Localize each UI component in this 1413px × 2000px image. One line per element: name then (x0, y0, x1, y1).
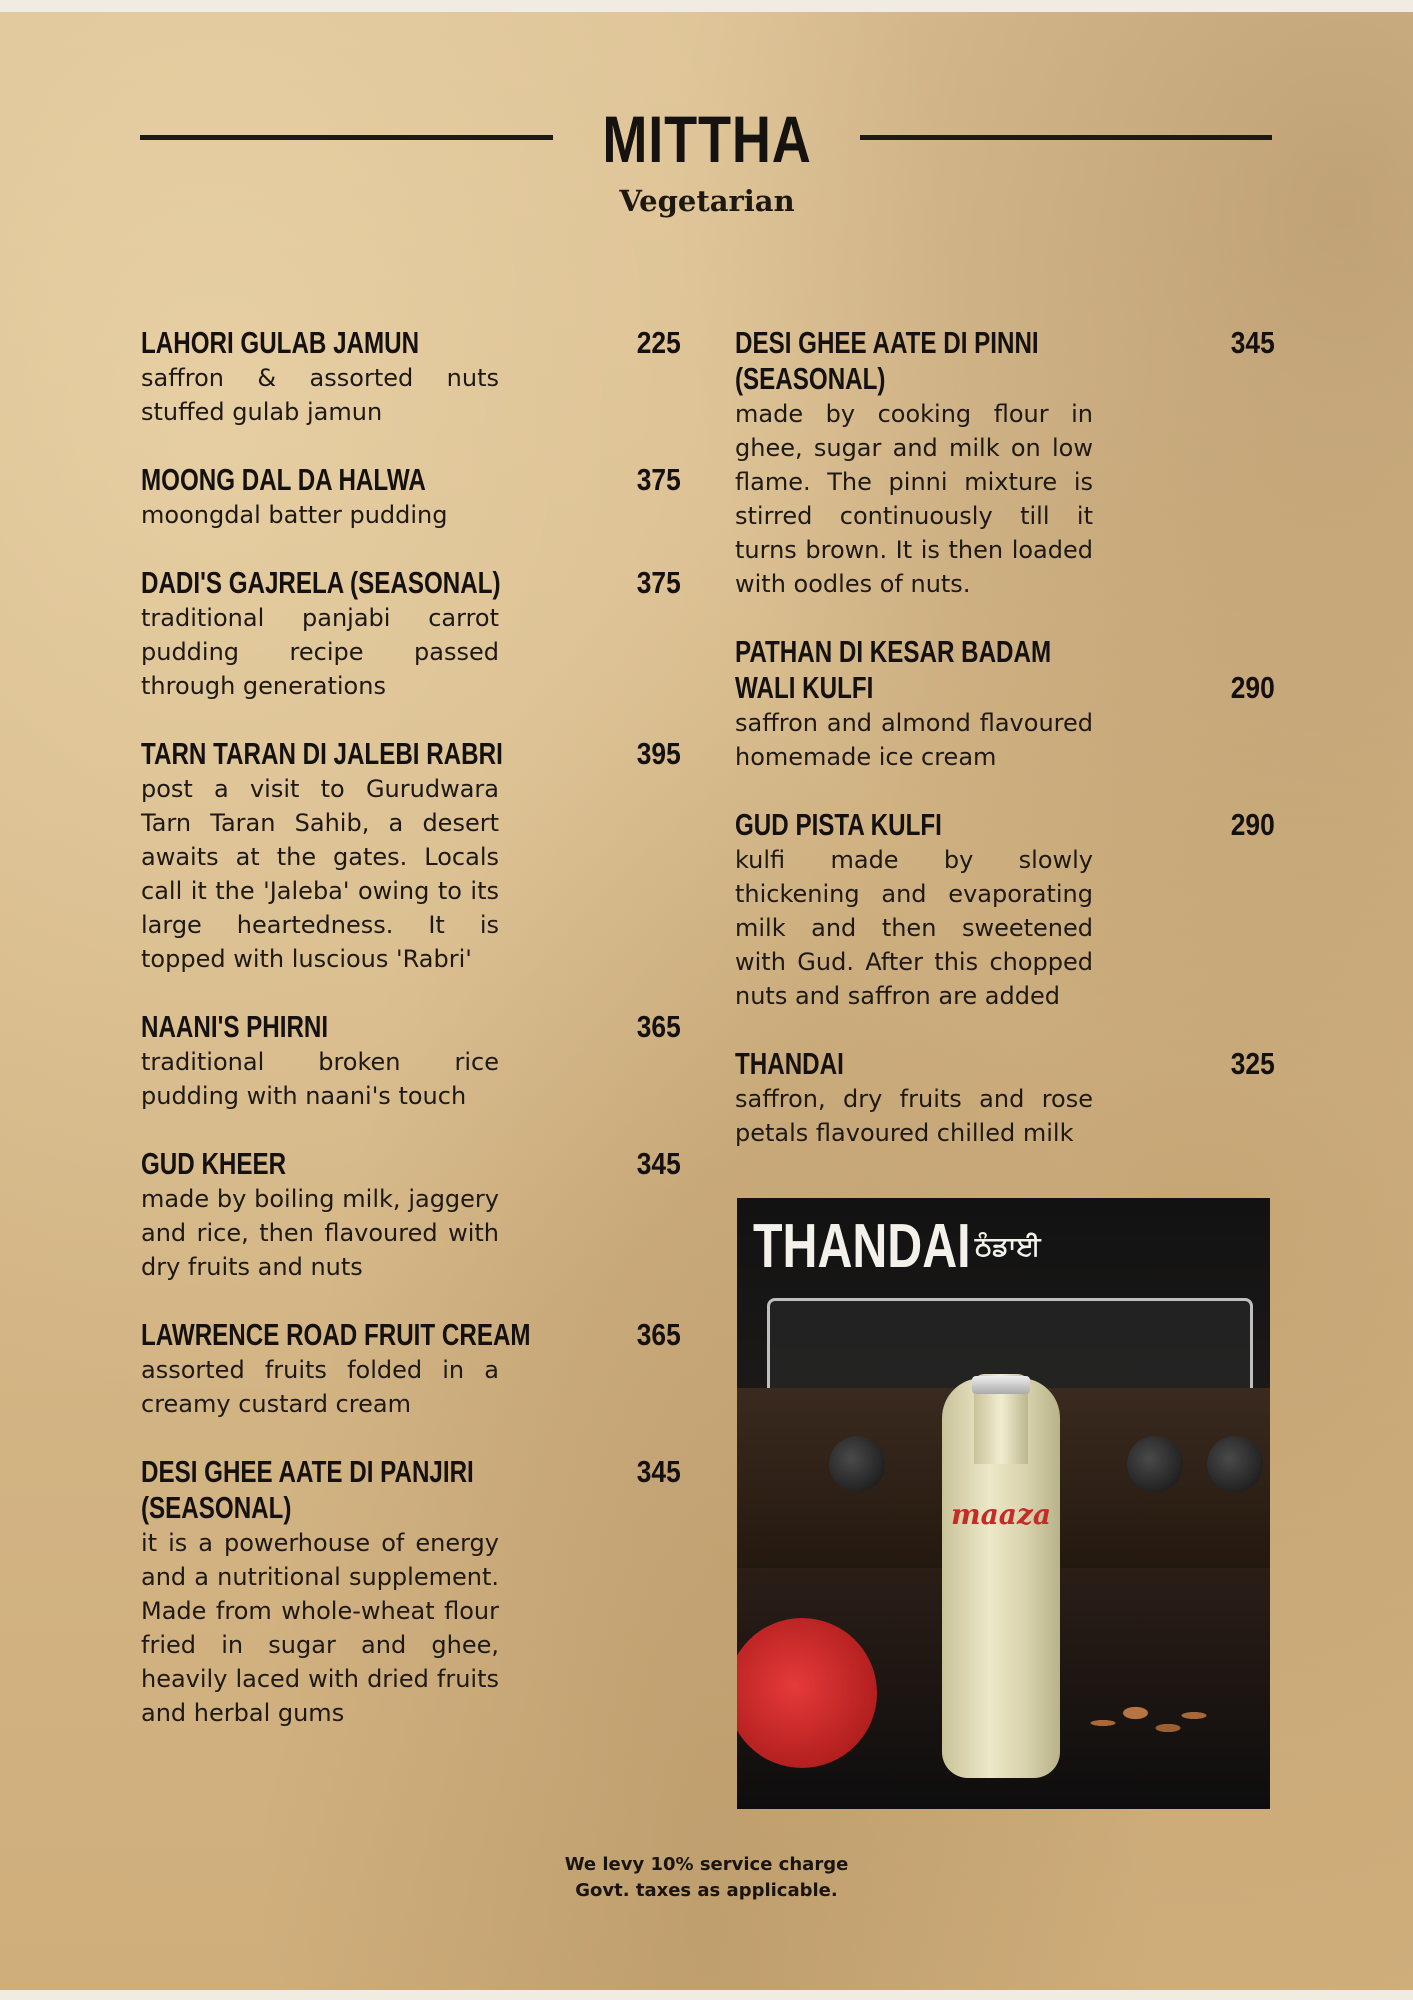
item-name: TARN TARAN DI JALEBI RABRI (141, 736, 503, 771)
item-description: kulfi made by slowly thickening and evaporating milk and then sweetened with Gud. After this chopped nuts and saffron are added (735, 846, 1093, 1010)
item-name: DESI GHEE AATE DI PINNI (SEASONAL) (735, 325, 1039, 396)
item-price: 365 (637, 1009, 681, 1044)
menu-item (735, 634, 1275, 774)
menu-item (735, 325, 1275, 601)
item-name: NAANI'S PHIRNI (141, 1009, 329, 1044)
item-description: traditional broken rice pudding with naani's touch (141, 1048, 499, 1110)
menu-item (141, 1454, 681, 1730)
item-name: GUD PISTA KULFI (735, 807, 942, 842)
item-price: 395 (637, 736, 681, 771)
header-rule-left (140, 135, 553, 140)
menu-item (141, 736, 681, 976)
item-name: DADI'S GAJRELA (SEASONAL) (141, 565, 501, 600)
item-price: 345 (637, 1454, 681, 1489)
item-description: post a visit to Gurudwara Tarn Taran Sahib, a desert awaits at the gates. Locals call it the 'Jaleba' owing to its large heartedness. It is topped with luscious 'Rabri' (141, 775, 499, 973)
item-description: saffron & assorted nuts stuffed gulab jamun (141, 364, 499, 426)
menu-item (141, 1317, 681, 1421)
item-price: 290 (1231, 670, 1275, 705)
item-price: 325 (1231, 1046, 1275, 1081)
item-description: saffron and almond flavoured homemade ice cream (735, 709, 1093, 771)
item-description: saffron, dry fruits and rose petals flavoured chilled milk (735, 1085, 1093, 1147)
page-subtitle: Vegetarian (619, 184, 795, 218)
item-description: assorted fruits folded in a creamy custard cream (141, 1356, 499, 1418)
item-description: moongdal batter pudding (141, 501, 448, 529)
item-name: GUD KHEER (141, 1146, 287, 1181)
menu-item (141, 1009, 681, 1113)
menu-column-left (141, 325, 681, 1763)
item-price: 290 (1231, 807, 1275, 842)
bottle-label: maaza (951, 1498, 1051, 1531)
page-title: MITTHA (602, 102, 812, 176)
item-name: DESI GHEE AATE DI PANJIRI (SEASONAL) (141, 1454, 474, 1525)
item-name: MOONG DAL DA HALWA (141, 462, 426, 497)
radio-knob-image (1127, 1436, 1183, 1492)
item-price: 345 (1231, 325, 1275, 360)
thandai-photo (737, 1198, 1270, 1809)
menu-item (141, 1146, 681, 1284)
bottle-cap-image (972, 1376, 1030, 1394)
item-price: 225 (637, 325, 681, 360)
item-description: it is a powerhouse of energy and a nutritional supplement. Made from whole-wheat flour fried in sugar and ghee, heavily laced with dried fruits and herbal gums (141, 1529, 499, 1727)
item-name: LAHORI GULAB JAMUN (141, 325, 420, 360)
yarn-ball-image (737, 1618, 877, 1768)
item-name: THANDAI (735, 1046, 844, 1081)
item-name: LAWRENCE ROAD FRUIT CREAM (141, 1317, 531, 1352)
photo-subtitle: ਠੰਡਾਈ (975, 1232, 1041, 1262)
footer-note (0, 1852, 1413, 1904)
menu-item (141, 325, 681, 429)
menu-column-right (735, 325, 1275, 1183)
photo-title: THANDAI (753, 1212, 971, 1281)
item-price: 375 (637, 565, 681, 600)
item-description: made by boiling milk, jaggery and rice, then flavoured with dry fruits and nuts (141, 1185, 499, 1281)
almonds-image (1077, 1698, 1207, 1748)
item-price: 365 (637, 1317, 681, 1352)
item-name: PATHAN DI KESAR BADAM WALI KULFI (735, 634, 1052, 705)
header-rule-right (860, 135, 1272, 140)
footer-line-service-charge: We levy 10% service charge (564, 1854, 849, 1875)
radio-knob-image (829, 1436, 885, 1492)
radio-knob-image (1207, 1436, 1263, 1492)
item-description: made by cooking flour in ghee, sugar and milk on low flame. The pinni mixture is stirred continuously till it turns brown. It is then loaded with oodles of nuts. (735, 400, 1093, 598)
menu-item (141, 565, 681, 703)
item-price: 375 (637, 462, 681, 497)
item-price: 345 (637, 1146, 681, 1181)
footer-line-taxes: Govt. taxes as applicable. (575, 1880, 838, 1901)
item-description: traditional panjabi carrot pudding recipe passed through generations (141, 604, 499, 700)
menu-item (735, 807, 1275, 1013)
menu-item (735, 1046, 1275, 1150)
menu-item (141, 462, 681, 532)
bottom-border (0, 1990, 1413, 2000)
